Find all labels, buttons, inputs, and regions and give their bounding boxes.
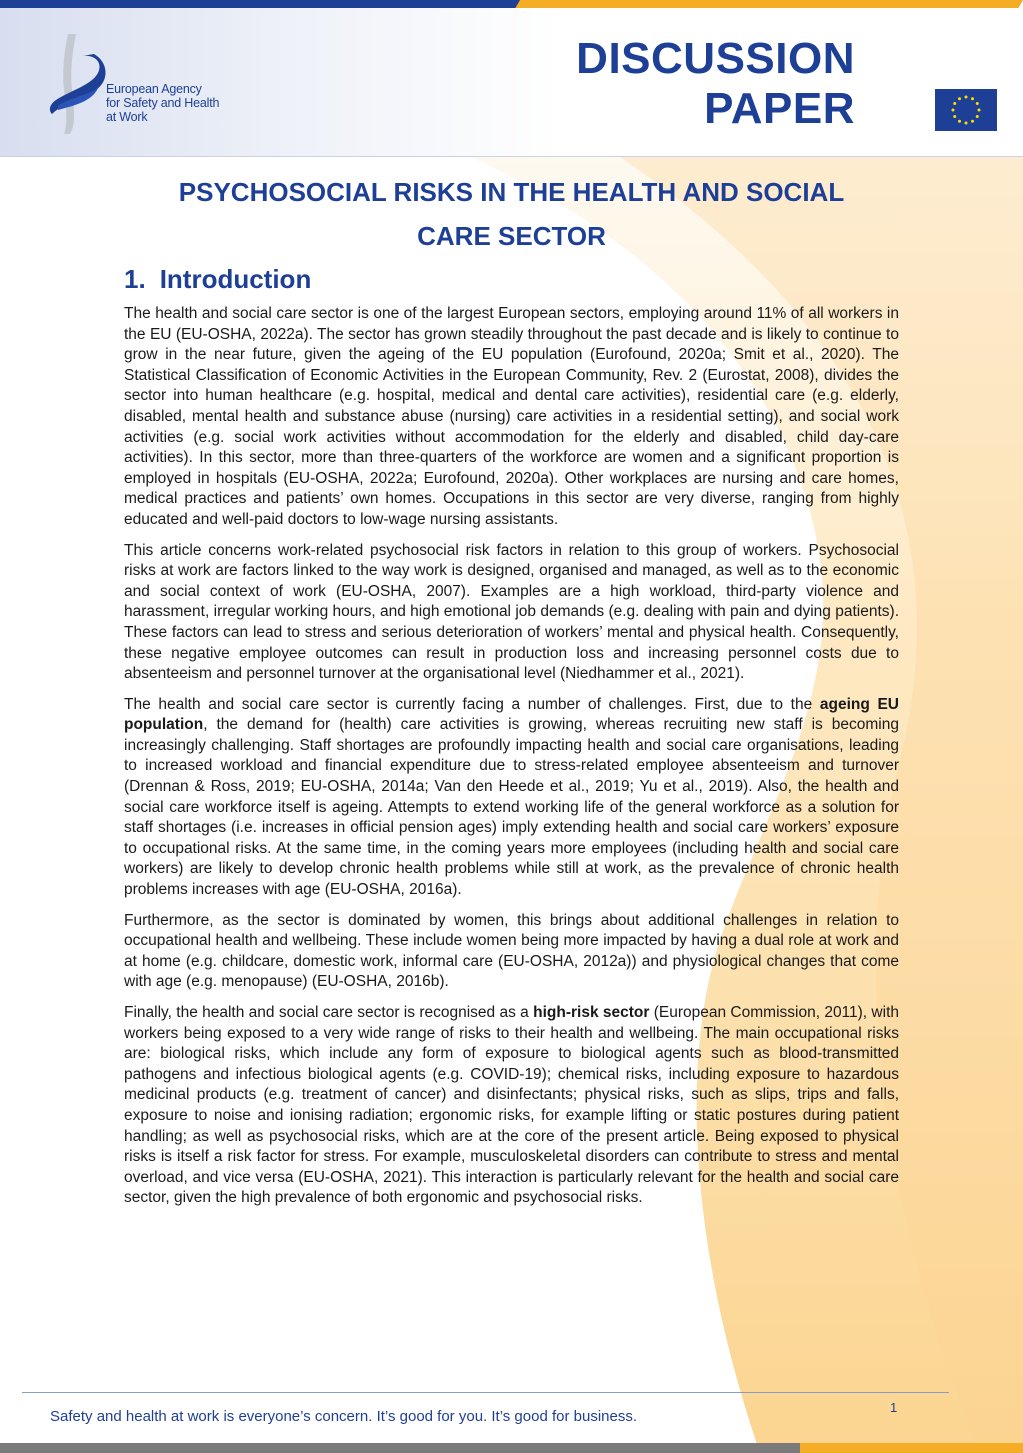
document-title [124,170,899,258]
document-type-label [576,34,855,134]
agency-name [106,82,226,124]
paragraph-5-text: (European Commission, 2011), with workers being exposed to a very wide range of risks to their health and wellbeing. The main occupational risks are: biological risks, which include any form of exposure to biological agents such as blood-transmitted pathogens and infectious biological agents (e.g. COVID-19); chemical risks, including exposure to hazardous medicinal products (e.g. treatment of cancer) and disinfectants; physical risks, such as slips, trips and falls, exposure to noise and ionising radiation; ergonomic risks, for example lifting or static postures during patient handling; as well as psychosocial risks, which are at the core of the present article. Being exposed to physical risks is itself a risk factor for stress. For example, musculoskeletal disorders can contribute to stress and mental overload, and vice versa (EU-OSHA, 2021). This interaction is particularly relevant for the health and social care sector, given the high prevalence of both ergonomic and psychosocial risks. [124,1004,900,1207]
eu-flag-star-icon [978,109,981,112]
title-line: CARE SECTOR [417,221,606,251]
paragraph-3-text: The health and social care sector is currently facing a number of challenges. First, due to the [124,695,820,713]
agency-name-line: at Work [106,110,148,124]
eu-flag-star-icon [958,120,961,123]
document-type-line: DISCUSSION [576,34,855,83]
footer-divider [22,1392,949,1393]
section-number: 1. [124,264,146,294]
paragraph-2: This article concerns work-related psychosocial risk factors in relation to this group of workers. Psychosocial risks at work are factors linked to the way work is designed, organised and managed, as well as to the economic and social context of work (EU-OSHA, 2007). Examples are a high workload, third-party violence and harassment, irregular working hours, and high emotional job demands (e.g. dealing with pain and dying patients). These factors can lead to stress and serious deterioration of workers’ mental and physical health. Consequently, these negative employee outcomes can result in production loss and increasing personnel costs due to absenteeism and personnel turnover at the organisational level (Niedhammer et al., 2021). [124,541,899,683]
emphasis-ageing-eu-population: ageing EU population [124,695,899,734]
agency-name-line: for Safety and Health [106,96,220,110]
section-title: Introduction [159,264,312,294]
eu-flag-star-icon [971,97,974,100]
eu-flag-icon [935,89,997,131]
eu-flag-star-icon [976,102,979,105]
paragraph-5 [124,1003,899,1209]
eu-flag-star-icon [952,109,955,112]
paragraph-3 [124,695,899,901]
top-bar-blue [0,0,540,8]
footer-slogan: Safety and health at work is everyone’s concern. It’s good for you. It’s good for business. [50,1408,638,1425]
paragraph-4: Furthermore, as the sector is dominated by women, this brings about additional challenges in relation to occupational health and wellbeing. These include women being more impacted by having a dual role at work and at home (e.g. childcare, domestic work, informal care (EU-OSHA, 2012a)) and physiological changes that come with age (e.g. menopause) (EU-OSHA, 2016b). [124,911,899,991]
paragraph-3-text: , the demand for (health) care activities is growing, whereas recruiting new staff is becoming increasingly challenging. Staff shortages are profoundly impacting health and social care organisations, leading to increased workload and financial expenditure due to stress-related employee absenteeism and turnover (Drennan & Ross, 2019; EU-OSHA, 2014a; Van den Heede et al., 2019; Yu et al., 2019). Also, the health and social care workforce itself is ageing. Attempts to extend working life of the general workforce as a solution for staff shortages (i.e. increases in official pension ages) imply extending health and social care workers’ exposure to occupational risks. At the same time, in the coming years more employees (including health and social care workers) are likely to develop chronic health problems while still at work, as the prevalence of chronic health problems increases with age (EU-OSHA, 2016a). [124,716,899,899]
agency-name-line: European Agency [106,82,202,96]
title-line: PSYCHOSOCIAL RISKS IN THE HEALTH AND SOCIAL [178,177,845,207]
paragraph-5-text: Finally, the health and social care sector is recognised as a [124,1004,534,1021]
main-content [124,170,899,1219]
eu-flag-star-icon [971,120,974,123]
header-divider [0,156,1023,157]
page-number: 1 [890,1400,898,1415]
eu-flag-star-icon [976,115,979,118]
document-type-line: PAPER [704,84,855,133]
eu-flag-star-icon [965,96,968,99]
top-bar-gold [515,0,1023,8]
emphasis-high-risk-sector: high-risk sector [533,1004,650,1021]
eu-flag-star-icon [958,97,961,100]
paragraph-1: The health and social care sector is one of the largest European sectors, employing around 11% of all workers in the EU (EU-OSHA, 2022a). The sector has grown steadily throughout the past decade and is likely to continue to grow in the near future, given the ageing of the EU population (Eurofound, 2020a; Smit et al., 2020). The Statistical Classification of Economic Activities in the European Community, Rev. 2 (Eurostat, 2008), divides the sector into human healthcare (e.g. hospital, medical and dental care activities), residential care (e.g. elderly, disabled, mental health and substance abuse (nursing) care activities in a residential setting), and social work activities (e.g. social work activities without accommodation for the elderly and disabled, child day-care activities). In this sector, more than three-quarters of the workforce are women and a significant proportion is employed in hospitals (EU-OSHA, 2022a; Eurofound, 2020a). Other workplaces are nursing and care homes, medical practices and patients’ own homes. Occupations in this sector are very diverse, ranging from highly educated and well-paid doctors to low-wage nursing assistants. [124,305,899,528]
eu-flag-star-icon [965,122,968,125]
bottom-bar-accent [800,1443,1023,1453]
eu-flag-star-icon [953,115,956,118]
section-heading [124,264,899,294]
eu-flag-star-icon [953,102,956,105]
